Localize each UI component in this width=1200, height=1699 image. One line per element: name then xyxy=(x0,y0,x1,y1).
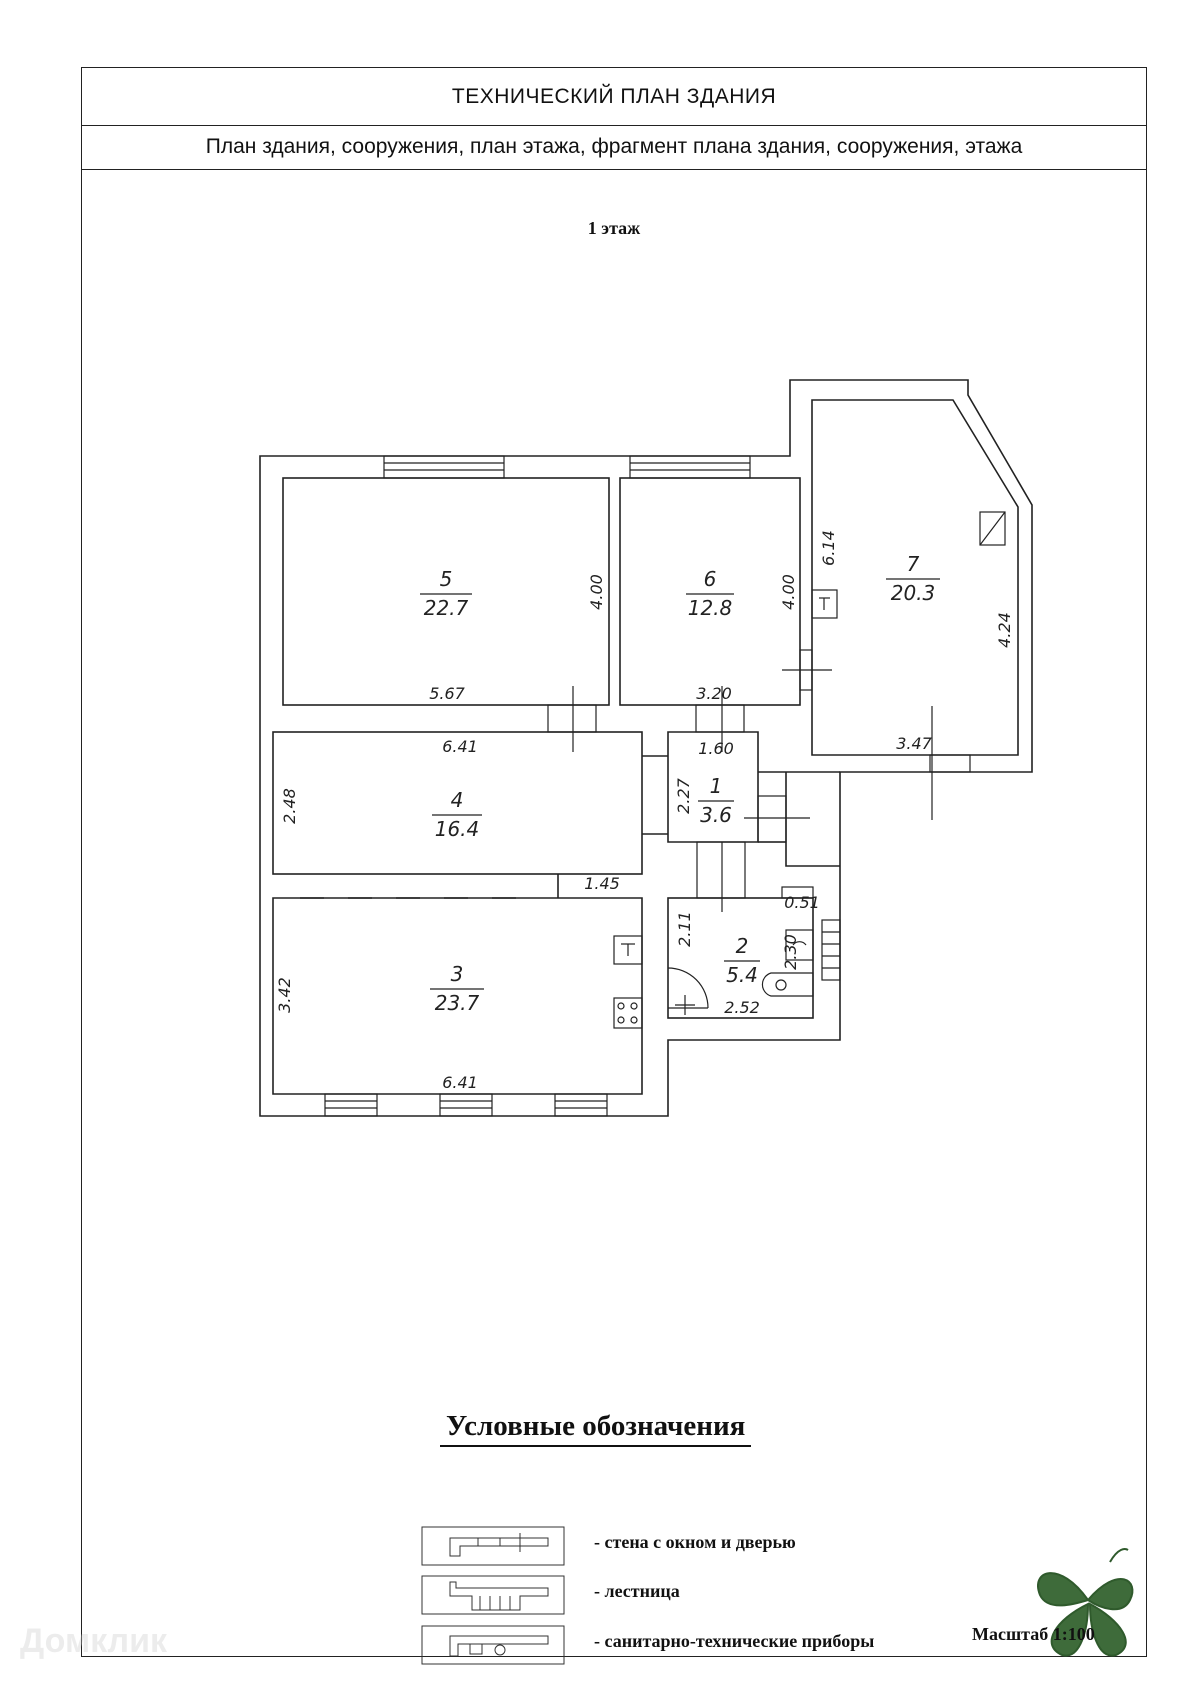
room-label-6 xyxy=(686,567,734,620)
legend-title: Условные обозначения xyxy=(440,1410,751,1447)
room-5-outline xyxy=(283,478,609,705)
room-3-area: 23.7 xyxy=(434,991,480,1015)
watermark: Домклик xyxy=(20,1622,168,1660)
room-label-7 xyxy=(886,552,940,605)
room-5-num: 5 xyxy=(439,567,453,591)
sink-icon-r6 xyxy=(812,590,837,618)
dim-r2-small: 0.51 xyxy=(784,893,820,912)
dim-r2-height2: 2.30 xyxy=(781,934,800,970)
room-6-outline xyxy=(620,478,800,705)
dim-r5-height: 4.00 xyxy=(587,574,606,610)
dim-r7-h1: 6.14 xyxy=(819,530,838,566)
dim-r2-width: 2.52 xyxy=(724,998,760,1017)
room-2-area: 5.4 xyxy=(726,963,758,987)
dim-r4-width: 6.41 xyxy=(442,737,478,756)
legend-wall-window-door-icon xyxy=(422,1527,564,1565)
stove-icon xyxy=(614,998,642,1028)
room-3-number: 3 xyxy=(450,962,464,986)
document-subtitle: План здания, сооружения, план этажа, фрагмент плана здания, сооружения, этажа xyxy=(82,125,1146,170)
legend-item-sanitary: - санитарно-технические приборы xyxy=(594,1631,875,1651)
room-2-number: 2 xyxy=(735,934,749,958)
room-4-number: 4 xyxy=(450,788,464,812)
dim-r7-width: 3.47 xyxy=(896,734,932,753)
dim-r6-width: 3.20 xyxy=(696,684,732,703)
vestibule-outline xyxy=(786,772,840,866)
dim-r7-h2: 4.24 xyxy=(995,612,1014,648)
dim-r1-width: 1.60 xyxy=(698,739,734,758)
legend-item-stair: - лестница xyxy=(594,1581,680,1601)
room-7-number: 7 xyxy=(906,552,920,576)
room-1-area: 3.6 xyxy=(700,803,732,827)
dim-r5-width: 5.67 xyxy=(429,684,465,703)
dim-r2-height: 2.11 xyxy=(675,911,694,947)
dim-r4-height: 2.48 xyxy=(280,788,299,824)
dim-r4-small: 1.45 xyxy=(584,874,620,893)
room-1-number: 1 xyxy=(709,774,723,798)
room-label-3 xyxy=(430,962,484,1015)
dim-r3-width: 6.41 xyxy=(442,1073,478,1092)
stair-icon xyxy=(822,920,840,980)
room-label-4 xyxy=(432,788,482,841)
sink-icon-r3 xyxy=(614,936,642,964)
room-label-1 xyxy=(698,774,734,827)
room-label-2 xyxy=(724,934,760,987)
room-4-area: 16.4 xyxy=(434,817,480,841)
room-label-5 xyxy=(420,594,472,620)
toilet-icon xyxy=(762,973,813,996)
room-7-outline xyxy=(812,400,1018,755)
scale-label: Масштаб 1:100 xyxy=(972,1624,1095,1644)
room-6-number: 6 xyxy=(703,567,717,591)
room-6-area: 12.8 xyxy=(687,596,733,620)
room-7-area: 20.3 xyxy=(890,581,936,605)
legend-item-wall: - стена с окном и дверью xyxy=(594,1532,796,1552)
dim-r1-height: 2.27 xyxy=(674,778,693,814)
legend-stair-icon xyxy=(422,1576,564,1614)
floor-label: 1 этаж xyxy=(587,218,641,238)
dim-r6-height: 4.00 xyxy=(779,574,798,610)
dim-r3-height: 3.42 xyxy=(275,977,294,1013)
document-title: ТЕХНИЧЕСКИЙ ПЛАН ЗДАНИЯ xyxy=(82,68,1146,126)
legend-sanitary-icon xyxy=(422,1626,564,1664)
room-5-area: 22.7 xyxy=(423,596,469,620)
